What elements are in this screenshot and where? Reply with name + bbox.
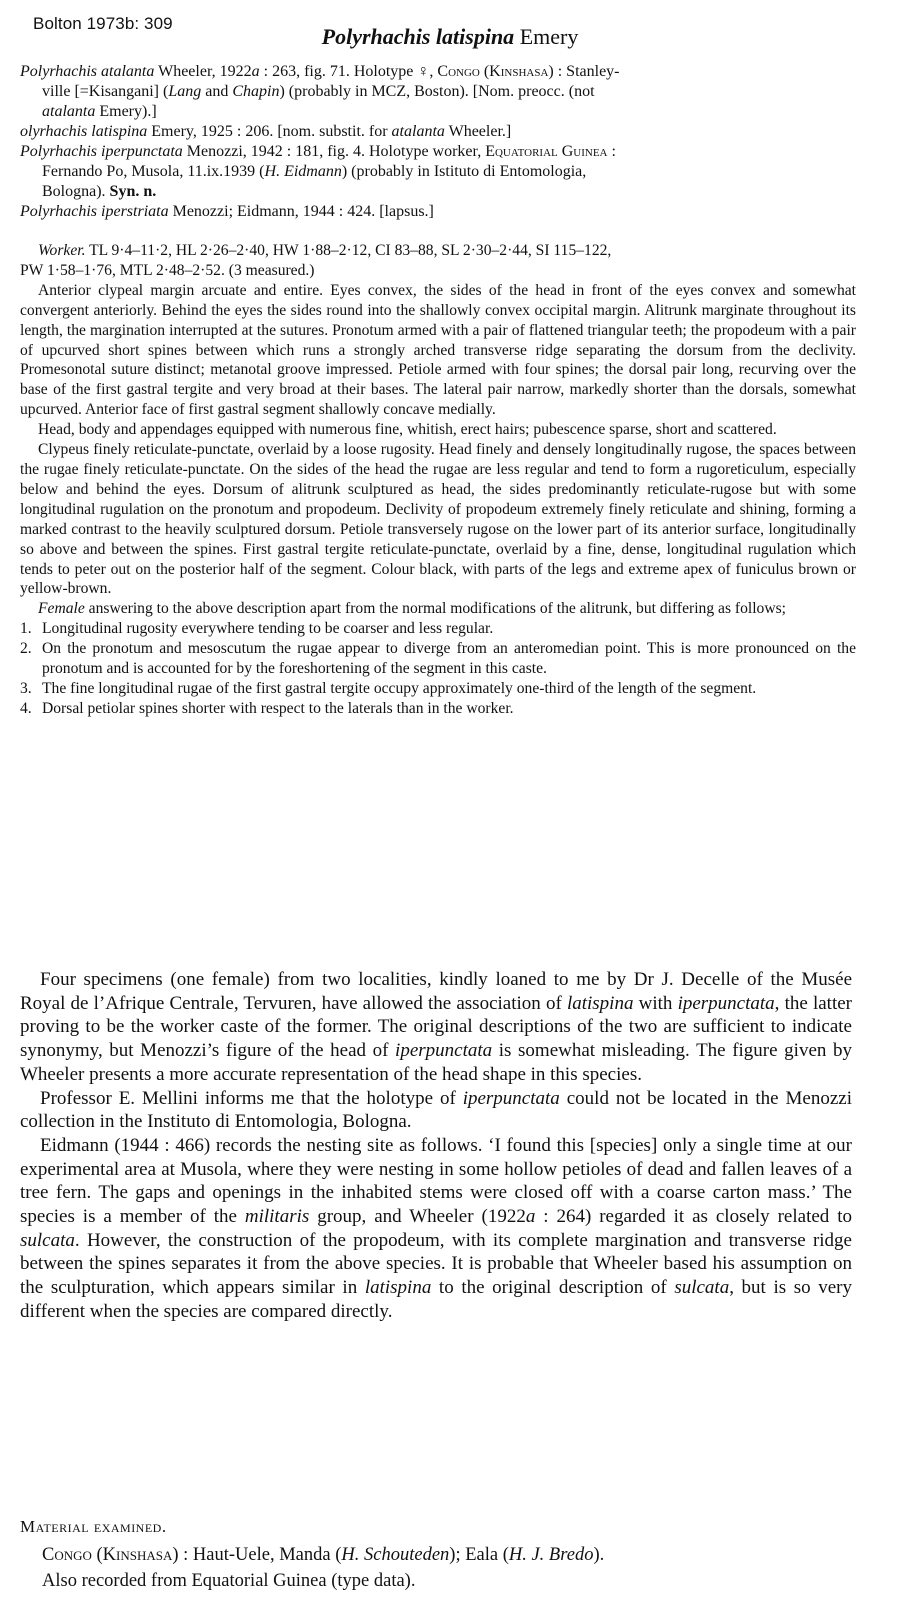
taxon-name: sulcata <box>674 1277 730 1299</box>
text: ) (probably in MCZ, Boston). [Nom. preocc. (not <box>279 83 595 100</box>
female-differences-list <box>20 619 856 719</box>
text: : <box>607 143 616 160</box>
taxon-name: latispina <box>364 1277 432 1299</box>
text: : Haut-Uele, Manda ( <box>178 1545 342 1565</box>
worker-paragraph: Clypeus finely reticulate-punctate, overlaid by a loose rugosity. Head finely and densely longitudinally rugose, the spaces between the rugae finely reticulate-punctate. On the sides of the head the rugae are less regular and tend to form a rugoreticulum, especially below and behind the eyes. Dorsum of alitrunk sculptured as head, the sides predominantly reticulate-rugose but with some longitudinal rugulation on the pronotum and propodeum. Declivity of propodeum extremely finely reticulate and shining, forming a marked contrast to the heavily sculptured dorsum. Petiole transversely rugose on the lower part of its anterior surface, longitudinally so above and between the spines. First gastral tergite reticulate-punctate, overlaid by a fine, dense, longitudinal rugulation which tends to peter out on the posterior half of the segment. Colour black, with parts of the legs and extreme apex of funiculus brown or yellow-brown. <box>20 441 856 598</box>
collector: H. Schouteden <box>341 1545 450 1565</box>
item-text: On the pronotum and mesoscutum the rugae appear to diverge from an anteromedian point. This is more pronounced on the pronotum and is accounted for by the foreshortening of the segment in this caste. <box>42 640 856 678</box>
text: Menozzi, 1942 : 181, fig. 4. Holotype worker, <box>182 143 486 160</box>
discussion-paragraph <box>20 968 852 1087</box>
text: ) (probably in Istituto di Entomologia, <box>341 163 587 180</box>
item-text: Dorsal petiolar spines shorter with respect to the laterals than in the worker. <box>42 699 514 717</box>
taxon-name: sulcata <box>20 1229 75 1251</box>
species-name: Polyrhachis latispina <box>321 24 515 49</box>
country: Congo (Kinshasa) <box>437 63 554 80</box>
synonymy-entry-cont <box>20 82 860 102</box>
text: Four specimens (one female) from two localities, kindly loaned to me by Dr J. Decelle of the Musée Royal de l’Afrique Centrale, Tervuren, have allowed the association of <box>20 969 852 1014</box>
text: , the latter proving to be the worker caste of the former. The original descriptions of the two are sufficient to indicate synonymy, but Menozzi’s figure of the head of <box>20 992 852 1062</box>
list-item <box>20 639 856 679</box>
synonymy-entry <box>20 62 860 82</box>
text: : 263, fig. 71. Holotype ♀, <box>259 63 438 80</box>
text: Emery, 1925 : 206. [nom. substit. for <box>147 123 392 140</box>
female-label: Female <box>38 600 85 618</box>
collector: H. J. Bredo <box>508 1545 594 1565</box>
text: : Stanley- <box>553 63 620 80</box>
item-number: 1. <box>20 620 32 638</box>
synonymy-entry <box>20 202 860 222</box>
collector: Chapin <box>232 83 280 100</box>
synonymy-entry-cont <box>20 182 860 202</box>
item-text: The fine longitudinal rugae of the first gastral tergite occupy approximately one-third of the length of the segment. <box>42 679 757 697</box>
worker-measurements <box>20 241 856 261</box>
worker-label: Worker. <box>38 242 86 259</box>
text: Fernando Po, Musola, 11.ix.1939 ( <box>42 163 265 180</box>
worker-paragraph: Head, body and appendages equipped with numerous fine, whitish, erect hairs; pubescence sparse, short and scattered. <box>38 421 777 439</box>
text: Wheeler.] <box>444 123 512 140</box>
synonymy-entry <box>20 122 860 142</box>
female-intro <box>20 599 856 619</box>
text: . However, the construction of the propodeum, with its complete margination and transverse ridge between the spines separates it from the above species. It is probable that Wheeler based his assumption on the sculpturation, which appears similar in <box>20 1229 852 1299</box>
country: Congo (Kinshasa) <box>42 1545 179 1565</box>
item-number: 2. <box>20 640 32 658</box>
text: Wheeler, 1922 <box>154 63 252 80</box>
material-line <box>42 1545 604 1566</box>
taxon-name: Polyrhachis iperpunctata <box>20 143 183 160</box>
taxon-name: latispina <box>566 992 634 1014</box>
text: , but is so very different when the species are compared directly. <box>20 1277 852 1322</box>
synonymy-list <box>20 62 860 222</box>
text: and <box>201 83 233 100</box>
material-line: Also recorded from Equatorial Guinea (type data). <box>42 1571 416 1591</box>
text: ); Eala ( <box>449 1545 509 1565</box>
collector: Lang <box>168 83 202 100</box>
text: Eidmann (1944 : 466) records the nesting site as follows. ‘I found this [species] only a single time at our experimental area at Musola, where they were nesting in some hollow petioles of dead and fallen leaves of a tree fern. The gaps and openings in the inhabited stems were closed off with a coarse carton mass.’ The species is a member of the <box>20 1134 852 1228</box>
text: a <box>525 1206 536 1228</box>
discussion-paragraph <box>20 1134 852 1324</box>
material-examined-heading: Material examined. <box>20 1517 167 1536</box>
taxon-name: atalanta <box>42 103 96 120</box>
list-item <box>20 619 856 639</box>
taxon-name: iperpunctata <box>462 1087 560 1109</box>
collector: H. Eidmann <box>264 163 342 180</box>
text: to the original description of <box>431 1277 675 1299</box>
text: : 264) regarded it as closely related to <box>535 1206 852 1228</box>
discussion-block <box>20 968 852 1324</box>
text: with <box>633 992 678 1014</box>
text: could not be located in the Menozzi collection in the Instituto di Entomologia, Bologna. <box>20 1087 853 1133</box>
text: Professor E. Mellini informs me that the holotype of <box>40 1087 463 1109</box>
taxon-name: militaris <box>244 1206 310 1228</box>
text: group, and Wheeler (1922 <box>309 1206 526 1228</box>
text: Bologna). <box>42 183 110 200</box>
text: answering to the above description apart from the normal modifications of the alitrunk, but differing as follows; <box>84 600 787 618</box>
taxon-name: Polyrhachis iperstriata <box>20 203 169 220</box>
discussion-paragraph <box>20 1087 852 1134</box>
item-text: Longitudinal rugosity everywhere tending to be coarser and less regular. <box>42 620 494 638</box>
taxon-name: atalanta <box>391 123 445 140</box>
citation: Bolton 1973b: 309 <box>33 14 173 33</box>
synonymy-entry-cont <box>20 102 860 122</box>
worker-paragraph: Anterior clypeal margin arcuate and entire. Eyes convex, the sides of the head in front of the eyes convex and somewhat convergent anteriorly. Behind the eyes the sides round into the shallowly convex occipital margin. Alitrunk marginate throughout its length, the margination interrupted at the sutures. Pronotum armed with a pair of flattened triangular teeth; the propodeum with a pair of upcurved short spines between which runs a strongly arched transverse ridge separating the dorsum from the declivity. Promesonotal suture distinct; metanotal groove impressed. Petiole armed with four spines; the dorsal pair long, recurving over the base of the first gastral tergite and very broad at their bases. The lateral pair narrow, markedly shorter than the dorsals, somewhat upcurved. Anterior face of first gastral segment shallowly concave medially. <box>20 281 856 419</box>
taxon-name: Polyrhachis atalanta <box>20 63 155 80</box>
worker-measurements-cont: PW 1·58–1·76, MTL 2·48–2·52. (3 measured.) <box>20 261 315 279</box>
text: a <box>251 63 260 80</box>
country: Equatorial Guinea <box>485 143 608 160</box>
species-author: Emery <box>519 24 579 49</box>
item-number: 4. <box>20 699 32 717</box>
text: is somewhat misleading. The figure given by Wheeler presents a more accurate representation of the head shape in this species. <box>20 1040 852 1085</box>
list-item <box>20 679 856 699</box>
taxon-name: olyrhachis latispina <box>20 123 148 140</box>
taxon-name: iperpunctata <box>677 992 775 1014</box>
synonymy-entry-cont <box>20 162 860 182</box>
text: Emery).] <box>95 103 157 120</box>
text: ville [=Kisangani] ( <box>42 83 169 100</box>
text: ). <box>593 1545 605 1565</box>
synonymy-entry <box>20 142 860 162</box>
text: Menozzi; Eidmann, 1944 : 424. [lapsus.] <box>168 203 434 220</box>
taxon-name: iperpunctata <box>395 1040 493 1062</box>
description-block <box>20 241 856 719</box>
page-title <box>0 24 900 50</box>
list-item <box>20 699 856 719</box>
item-number: 3. <box>20 679 32 697</box>
syn-n-label: Syn. n. <box>109 183 157 200</box>
text: TL 9·4–11·2, HL 2·26–2·40, HW 1·88–2·12, CI 83–88, SL 2·30–2·44, SI 115–122, <box>85 242 612 259</box>
